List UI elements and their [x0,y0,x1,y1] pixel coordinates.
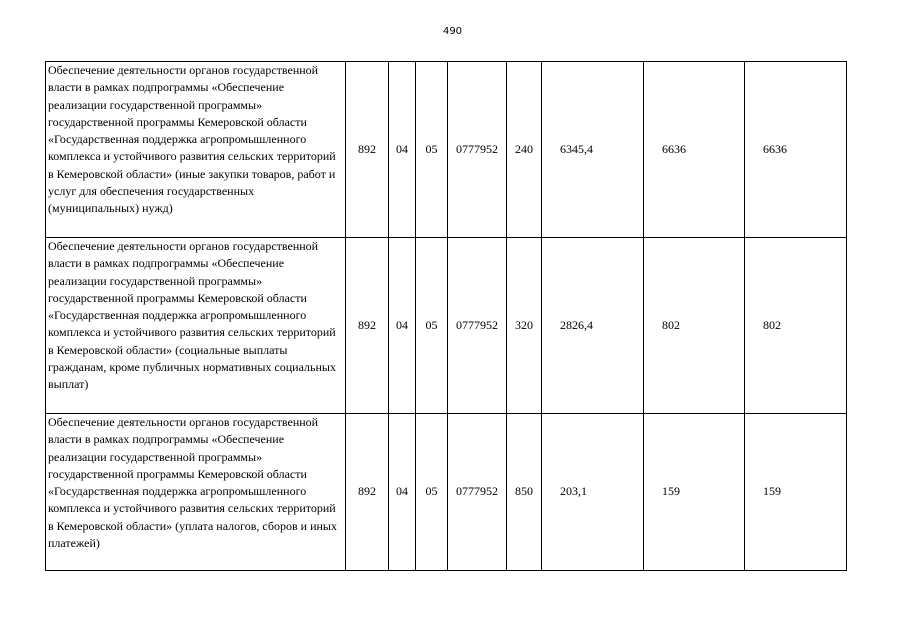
amount-3: 6636 [745,62,847,238]
row-description: Обеспечение деятельности органов государственной власти в рамках подпрограммы «Обеспечение реализации государственной программы» государственной программы Кемеровской области «Государственная поддержка агропромышленного комплекса и устойчивого развития сельских территорий в Кемеровской области» (уплата налогов, сборов и иных платежей) [46,414,346,571]
target-article-code: 0777952 [448,414,507,571]
section-code: 04 [389,62,416,238]
row-description: Обеспечение деятельности органов государственной власти в рамках подпрограммы «Обеспечение реализации государственной программы» государственной программы Кемеровской области «Государственная поддержка агропромышленного комплекса и устойчивого развития сельских территорий в Кемеровской области» (социальные выплаты гражданам, кроме публичных нормативных социальных выплат) [46,238,346,414]
amount-2: 802 [644,238,745,414]
row-description: Обеспечение деятельности органов государственной власти в рамках подпрограммы «Обеспечение реализации государственной программы» государственной программы Кемеровской области «Государственная поддержка агропромышленного комплекса и устойчивого развития сельских территорий в Кемеровской области» (иные закупки товаров, работ и услуг для обеспечения государственных (муниципальных) нужд) [46,62,346,238]
subsection-code: 05 [416,62,448,238]
expense-type-code: 240 [507,62,542,238]
amount-1: 2826,4 [542,238,644,414]
page-number: 490 [442,26,463,37]
expense-type-code: 320 [507,238,542,414]
ministry-code: 892 [346,62,389,238]
table-row [46,62,847,238]
section-code: 04 [389,238,416,414]
ministry-code: 892 [346,238,389,414]
amount-1: 6345,4 [542,62,644,238]
ministry-code: 892 [346,414,389,571]
section-code: 04 [389,414,416,571]
amount-2: 6636 [644,62,745,238]
budget-table [45,61,847,571]
target-article-code: 0777952 [448,62,507,238]
subsection-code: 05 [416,238,448,414]
amount-3: 159 [745,414,847,571]
subsection-code: 05 [416,414,448,571]
amount-2: 159 [644,414,745,571]
target-article-code: 0777952 [448,238,507,414]
expense-type-code: 850 [507,414,542,571]
amount-3: 802 [745,238,847,414]
table-row [46,414,847,571]
table-row [46,238,847,414]
amount-1: 203,1 [542,414,644,571]
